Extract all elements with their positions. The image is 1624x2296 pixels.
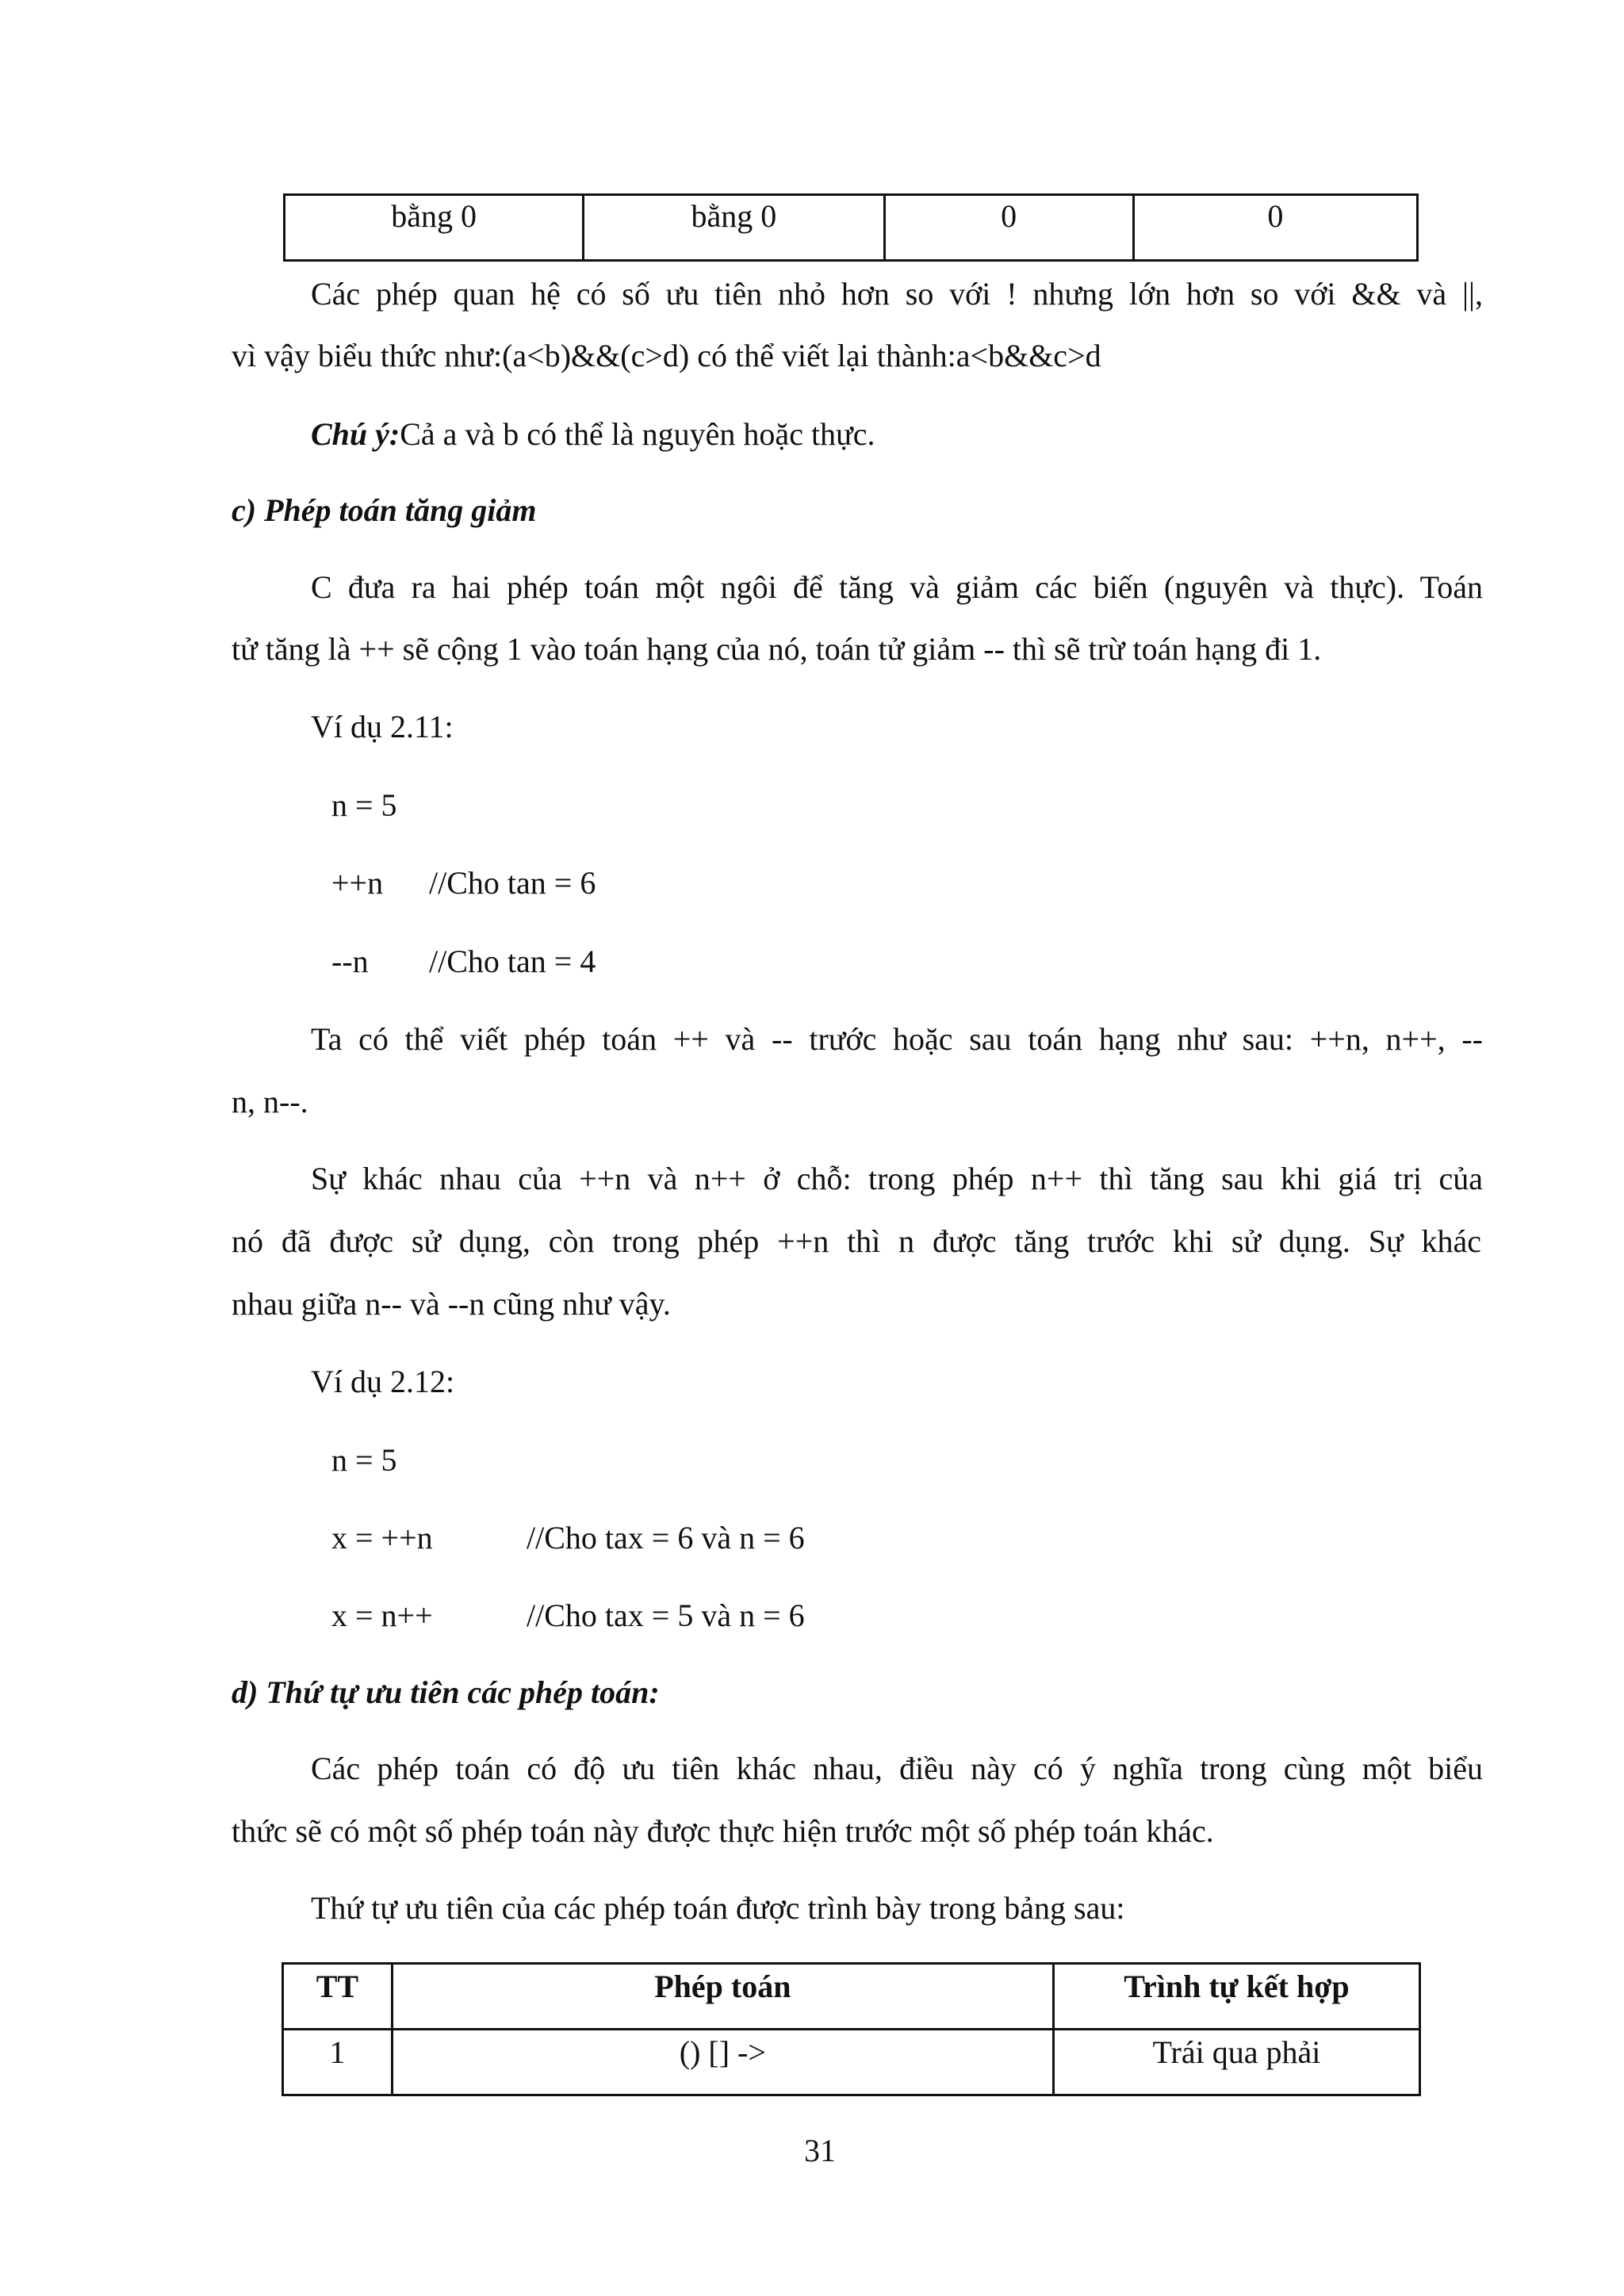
operator-precedence-table xyxy=(282,1962,1421,2096)
paragraph-difference-line3: nhau giữa n-- và --n cũng như vậy. xyxy=(232,1286,671,1322)
table-cell: () [] -> xyxy=(392,2030,1053,2095)
table-cell: 0 xyxy=(1133,195,1417,261)
text-line: nó đã được sử dụng, còn trong phép ++n thì n được tăng trước khi sử dụng. Sự khác xyxy=(232,1223,1481,1259)
code-line: x = ++n xyxy=(331,1520,433,1556)
page-number: 31 xyxy=(804,2133,836,2168)
note-label: Chú ý: xyxy=(311,416,400,452)
code-comment: //Cho tax = 5 và n = 6 xyxy=(527,1598,805,1633)
text-line: Các phép toán có độ ưu tiên khác nhau, điều này có ý nghĩa trong cùng một biểu xyxy=(311,1751,1483,1786)
table-header-cell: TT xyxy=(283,1964,393,2030)
code-line: --n xyxy=(331,943,369,979)
text-line: Các phép quan hệ có số ưu tiên nhỏ hơn so với ! nhưng lớn hơn so với && và ||, xyxy=(311,276,1483,312)
table-cell: Trái qua phải xyxy=(1053,2030,1419,2095)
table-cell: bằng 0 xyxy=(285,195,584,261)
paragraph-table-intro: Thứ tự ưu tiên của các phép toán được trình bày trong bảng sau: xyxy=(311,1890,1125,1926)
code-line: n = 5 xyxy=(331,1442,397,1478)
paragraph-prefix-line1 xyxy=(311,1021,1483,1057)
text-line: C đưa ra hai phép toán một ngôi để tăng và giảm các biến (nguyên và thực). Toán xyxy=(311,569,1483,605)
example-title: Ví dụ 2.12: xyxy=(311,1364,455,1399)
text-line: Sự khác nhau của ++n và n++ ở chỗ: trong phép n++ thì tăng sau khi giá trị của xyxy=(311,1161,1483,1196)
paragraph-relational-line1 xyxy=(311,278,1483,310)
code-comment: //Cho tan = 4 xyxy=(429,943,596,979)
example-title: Ví dụ 2.11: xyxy=(311,709,454,744)
paragraph-relational-line2: vì vậy biểu thức như:(a<b)&&(c>d) có thể viết lại thành:a<b&&c>d xyxy=(232,338,1101,373)
table-row xyxy=(283,2030,1420,2095)
table-row xyxy=(285,195,1418,261)
paragraph-priority-line2: thức sẽ có một số phép toán này được thực hiện trước một số phép toán khác. xyxy=(232,1813,1214,1849)
paragraph-prefix-line2: n, n--. xyxy=(232,1084,308,1119)
code-comment: //Cho tan = 6 xyxy=(429,865,596,901)
note xyxy=(311,416,875,452)
table-cell: bằng 0 xyxy=(584,195,884,261)
code-comment: //Cho tax = 6 và n = 6 xyxy=(527,1520,805,1556)
table-header-cell: Trình tự kết hợp xyxy=(1053,1964,1419,2030)
truth-table-continuation xyxy=(283,193,1419,262)
code-line: x = n++ xyxy=(331,1598,433,1633)
table-cell: 0 xyxy=(884,195,1133,261)
note-text: Cả a và b có thể là nguyên hoặc thực. xyxy=(400,416,875,452)
code-line: ++n xyxy=(331,865,384,901)
table-cell: 1 xyxy=(283,2030,393,2095)
table-header-cell: Phép toán xyxy=(392,1964,1053,2030)
code-line: n = 5 xyxy=(331,787,397,823)
text-line: Ta có thể viết phép toán ++ và -- trước hoặc sau toán hạng như sau: ++n, n++, -- xyxy=(311,1021,1483,1057)
section-heading-c: c) Phép toán tăng giảm xyxy=(232,492,537,528)
paragraph-difference-line1 xyxy=(311,1163,1483,1195)
paragraph-incdec-line2: tử tăng là ++ sẽ cộng 1 vào toán hạng của nó, toán tử giảm -- thì sẽ trừ toán hạng đi 1. xyxy=(232,631,1322,667)
paragraph-difference-line2 xyxy=(232,1223,1481,1259)
table-header-row xyxy=(283,1964,1420,2030)
paragraph-priority-line1 xyxy=(311,1753,1483,1785)
paragraph-incdec-line1 xyxy=(311,569,1483,605)
section-heading-d: d) Thứ tự ưu tiên các phép toán: xyxy=(232,1674,660,1710)
